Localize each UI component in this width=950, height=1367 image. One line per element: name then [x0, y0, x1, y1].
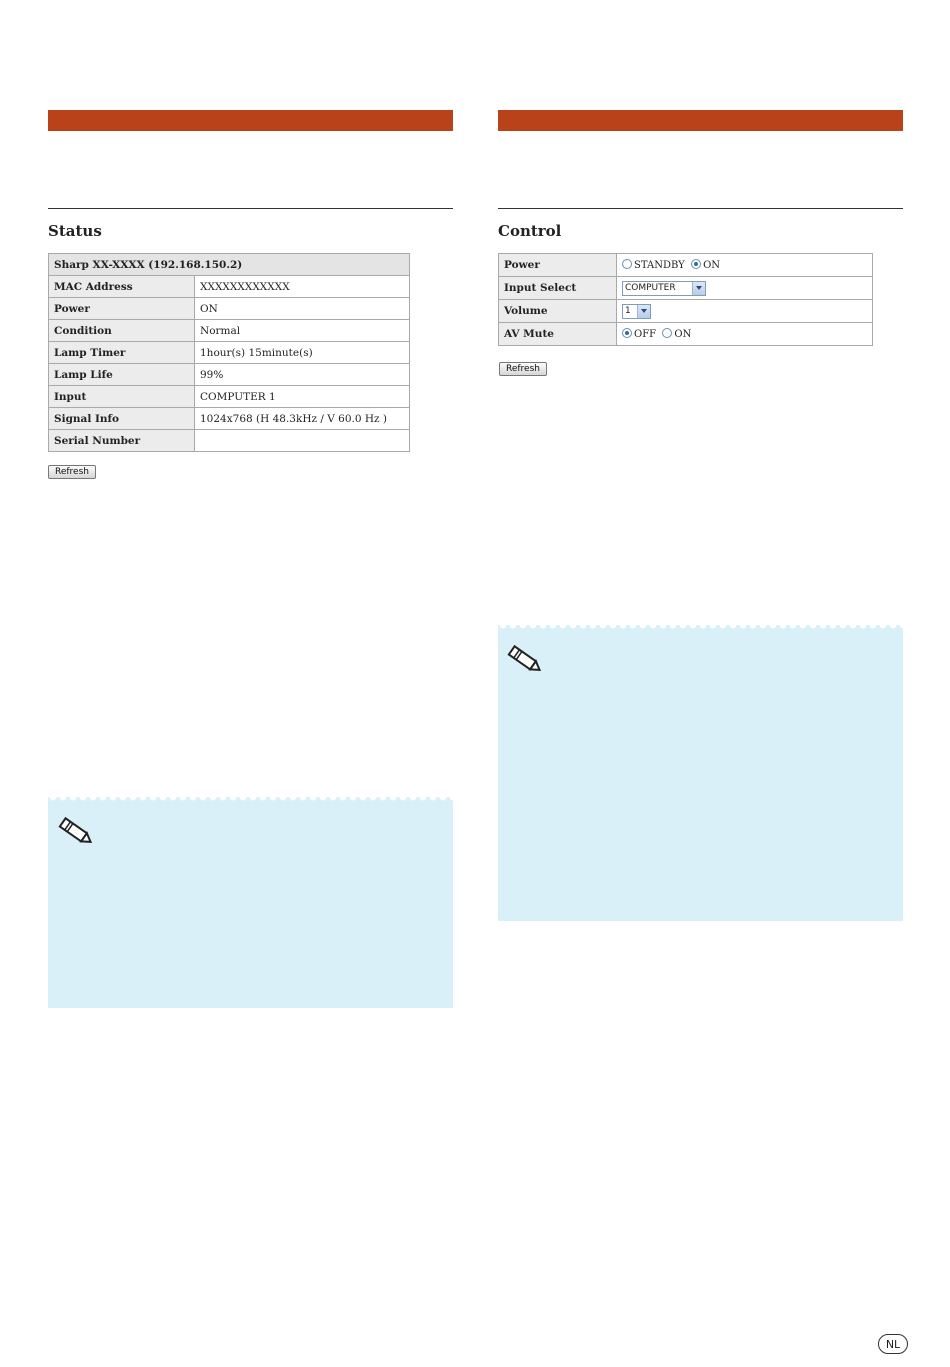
- av-mute-on-label: ON: [674, 329, 692, 340]
- row-label: Serial Number: [49, 430, 195, 452]
- volume-label: Volume: [499, 300, 617, 323]
- input-select-label: Input Select: [499, 277, 617, 300]
- table-row: [49, 320, 410, 342]
- av-mute-on-radio[interactable]: [662, 328, 672, 338]
- power-radio-group: [617, 254, 873, 277]
- row-value: [195, 430, 410, 452]
- power-standby-label: STANDBY: [634, 260, 685, 271]
- pencil-note-icon: [54, 813, 96, 849]
- row-value: 1hour(s) 15minute(s): [195, 342, 410, 364]
- row-value: XXXXXXXXXXXX: [195, 276, 410, 298]
- av-mute-label: AV Mute: [499, 323, 617, 346]
- left-note-box: [48, 797, 453, 1008]
- note-scallop-edge: [498, 625, 903, 633]
- status-title: Status: [48, 222, 102, 240]
- input-select-dropdown[interactable]: [622, 281, 706, 296]
- table-row: [49, 364, 410, 386]
- row-value: COMPUTER 1: [195, 386, 410, 408]
- left-section-divider: [48, 208, 453, 209]
- power-standby-radio[interactable]: [622, 259, 632, 269]
- power-on-radio[interactable]: [691, 259, 701, 269]
- control-refresh-button[interactable]: Refresh: [499, 362, 547, 376]
- table-row: [499, 277, 873, 300]
- row-label: Lamp Life: [49, 364, 195, 386]
- left-section-header-bar: [48, 110, 453, 131]
- status-table-header: Sharp XX-XXXX (192.168.150.2): [49, 254, 410, 276]
- table-row: [499, 323, 873, 346]
- right-note-box: [498, 625, 903, 921]
- chevron-down-icon[interactable]: [692, 282, 705, 295]
- row-value: ON: [195, 298, 410, 320]
- table-row: [49, 430, 410, 452]
- language-badge: NL: [878, 1334, 908, 1354]
- control-table: [498, 253, 873, 346]
- note-scallop-edge: [48, 797, 453, 805]
- table-row: [49, 342, 410, 364]
- row-label: Power: [49, 298, 195, 320]
- table-row: [49, 386, 410, 408]
- status-table: [48, 253, 410, 452]
- input-select-value: COMPUTER: [625, 282, 676, 293]
- row-label: Input: [49, 386, 195, 408]
- chevron-down-icon[interactable]: [637, 305, 650, 318]
- row-label: Condition: [49, 320, 195, 342]
- table-row: [49, 298, 410, 320]
- status-table-header-row: [49, 254, 410, 276]
- av-mute-radio-group: [617, 323, 873, 346]
- row-label: MAC Address: [49, 276, 195, 298]
- table-row: [49, 276, 410, 298]
- row-value: 1024x768 (H 48.3kHz / V 60.0 Hz ): [195, 408, 410, 430]
- status-refresh-button[interactable]: Refresh: [48, 465, 96, 479]
- row-value: Normal: [195, 320, 410, 342]
- power-label: Power: [499, 254, 617, 277]
- pencil-note-icon: [503, 641, 545, 677]
- row-value: 99%: [195, 364, 410, 386]
- row-label: Signal Info: [49, 408, 195, 430]
- right-section-header-bar: [498, 110, 903, 131]
- av-mute-off-radio[interactable]: [622, 328, 632, 338]
- table-row: [499, 300, 873, 323]
- av-mute-off-label: OFF: [634, 329, 657, 340]
- control-title: Control: [498, 222, 562, 240]
- row-label: Lamp Timer: [49, 342, 195, 364]
- volume-dropdown[interactable]: [622, 304, 651, 319]
- table-row: [49, 408, 410, 430]
- volume-value: 1: [625, 305, 631, 316]
- right-section-divider: [498, 208, 903, 209]
- power-on-label: ON: [703, 260, 721, 271]
- table-row: [499, 254, 873, 277]
